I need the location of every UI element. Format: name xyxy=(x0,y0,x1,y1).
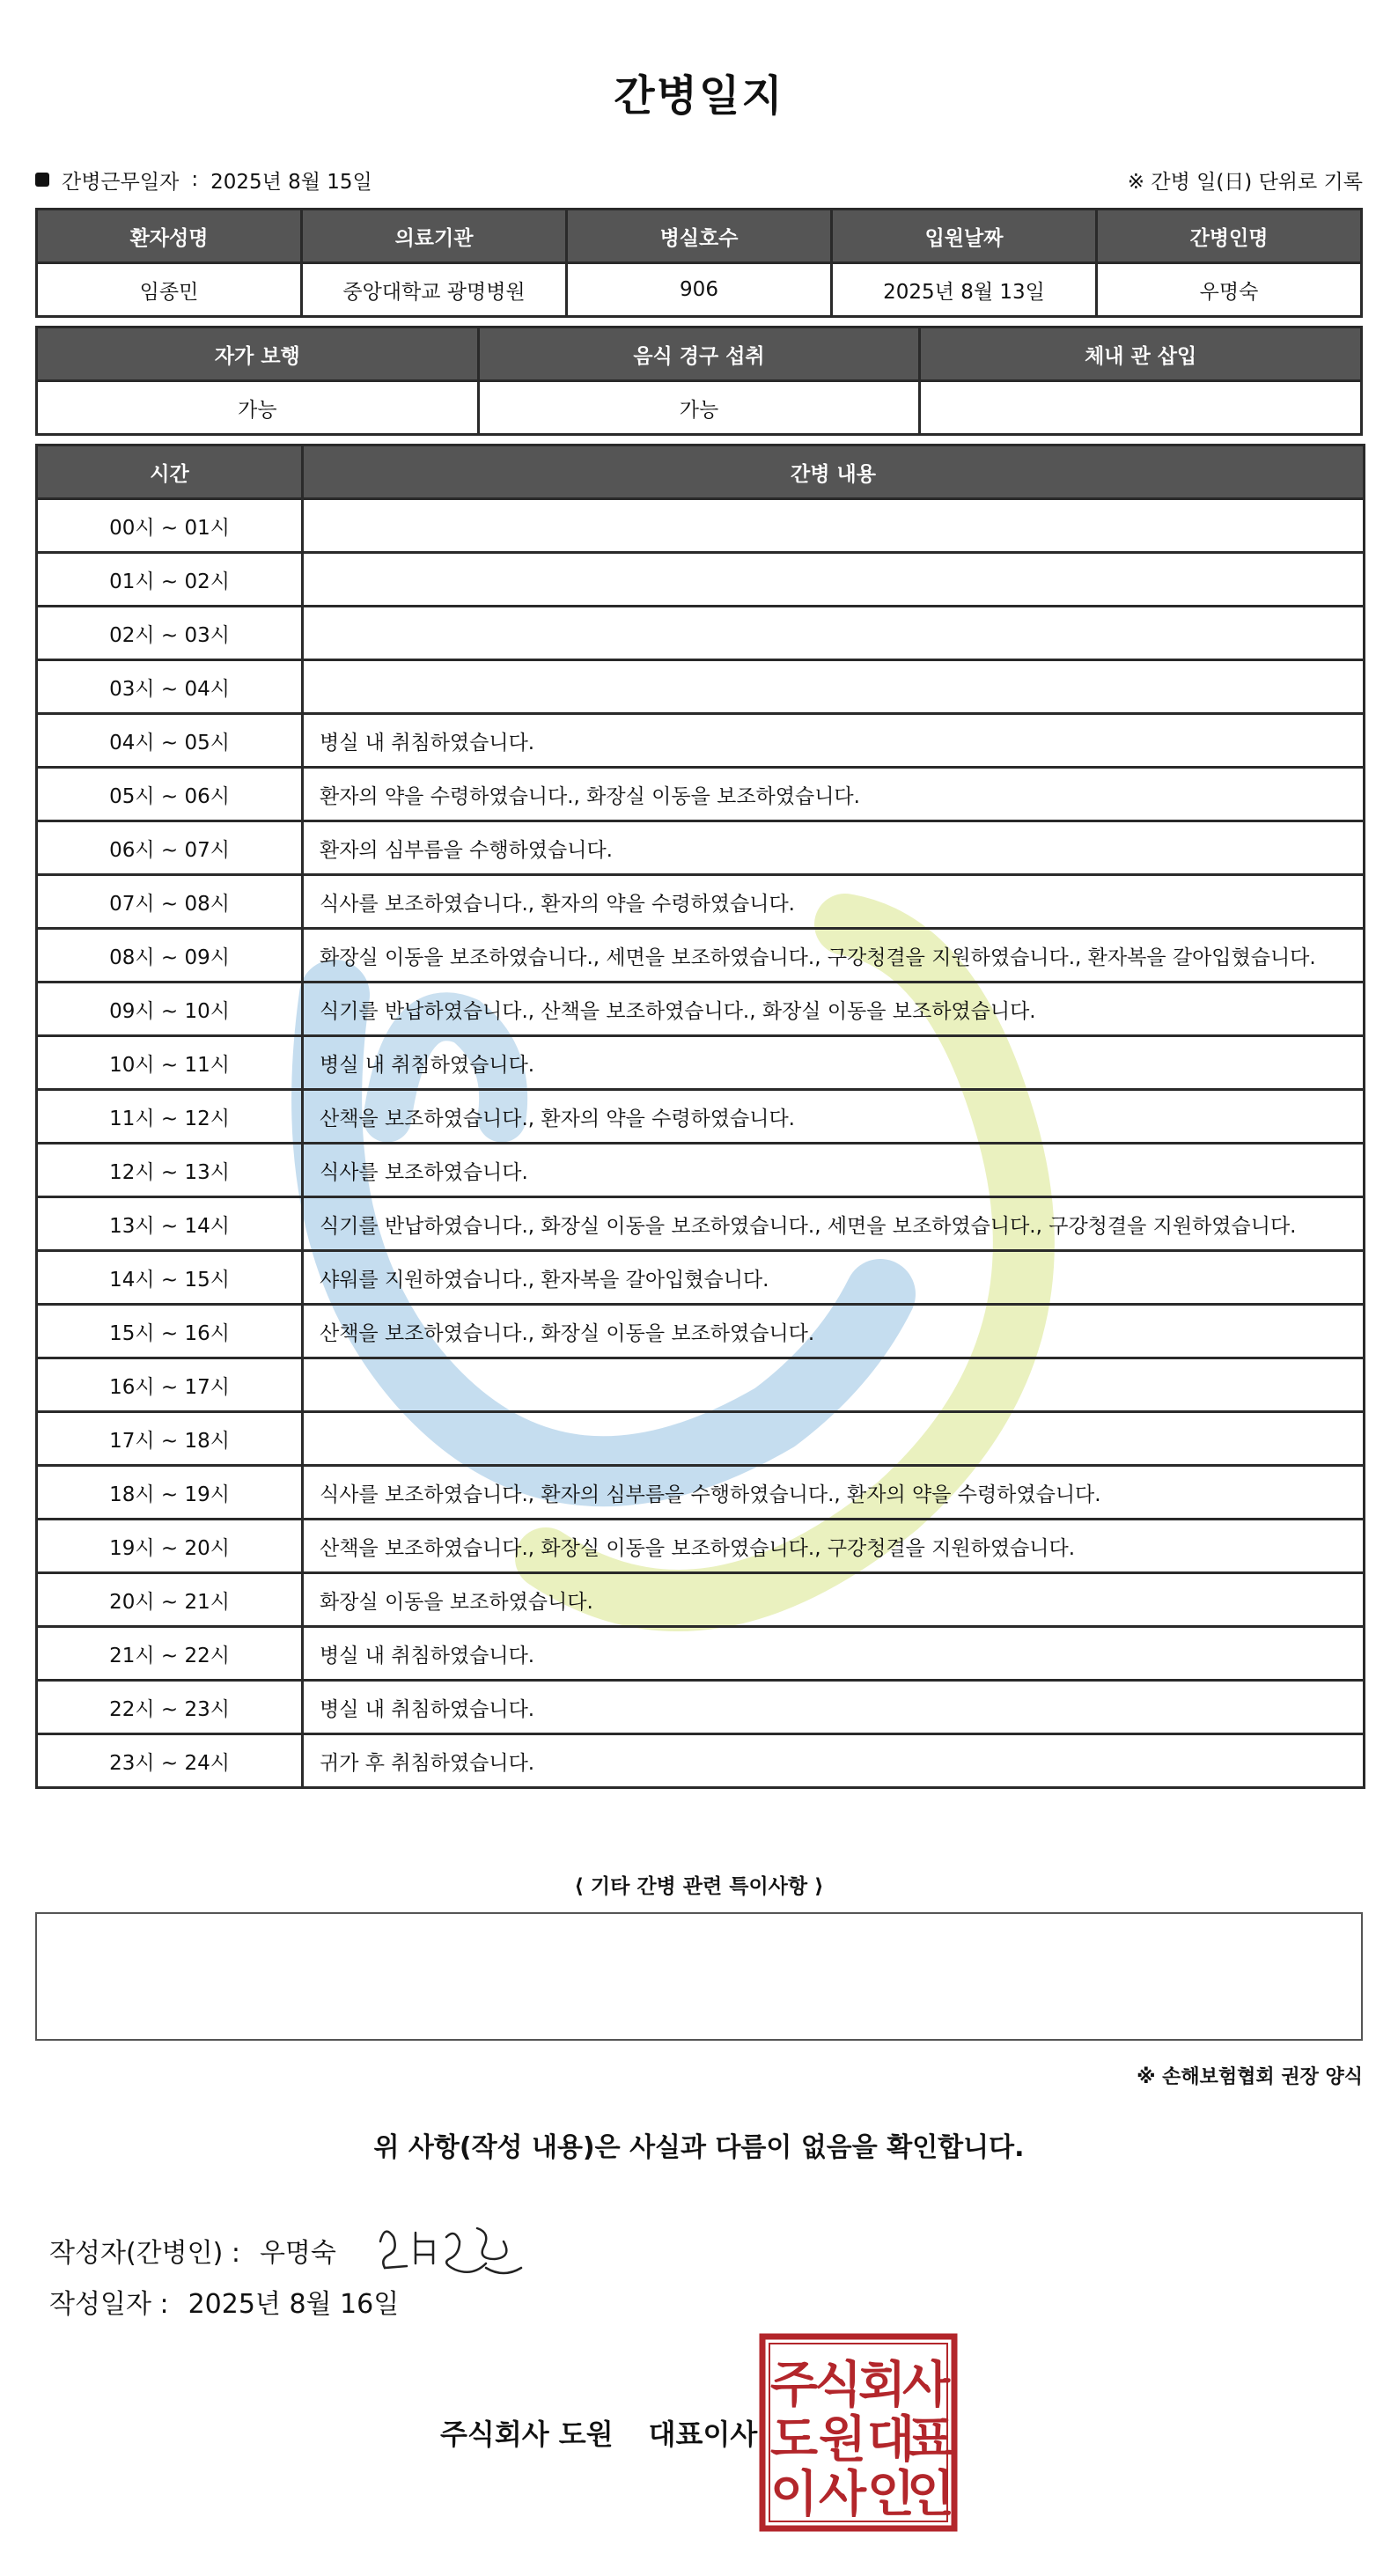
log-time-cell: 00시 ~ 01시 xyxy=(37,499,303,553)
log-content-cell: 병실 내 취침하였습니다. xyxy=(303,714,1365,768)
svg-text:도: 도 xyxy=(769,2411,819,2469)
log-content-cell: 환자의 약을 수령하였습니다., 화장실 이동을 보조하였습니다. xyxy=(303,768,1365,821)
log-content-cell xyxy=(303,607,1365,660)
written-date-value: 2025년 8월 16일 xyxy=(188,2289,400,2320)
svg-text:주: 주 xyxy=(769,2357,819,2414)
table-row xyxy=(37,1358,1365,1412)
table-row xyxy=(37,714,1365,768)
caregiver-name: 우명숙 xyxy=(1097,263,1362,317)
log-time-cell: 18시 ~ 19시 xyxy=(37,1466,303,1520)
table-row xyxy=(37,1305,1365,1358)
log-time-cell: 07시 ~ 08시 xyxy=(37,875,303,929)
log-content-cell: 병실 내 취침하였습니다. xyxy=(303,1681,1365,1734)
oral-intake-value: 가능 xyxy=(478,381,920,435)
log-time-cell: 08시 ~ 09시 xyxy=(37,929,303,983)
log-time-cell: 20시 ~ 21시 xyxy=(37,1573,303,1627)
work-date-label: 간병근무일자 xyxy=(62,170,180,194)
writer-label: 작성자(간병인) : xyxy=(49,2238,240,2269)
status-header-row xyxy=(37,328,1362,381)
patient-info-table xyxy=(35,208,1363,318)
svg-text:식: 식 xyxy=(813,2357,863,2414)
company-title: 대표이사 xyxy=(648,2418,758,2451)
table-row xyxy=(37,1520,1365,1573)
document-meta xyxy=(35,164,1363,195)
unit-note: ※ 간병 일(日) 단위로 기록 xyxy=(1127,170,1363,194)
admission-date: 2025년 8월 13일 xyxy=(832,263,1097,317)
company-seal-stamp xyxy=(759,2333,958,2532)
log-body xyxy=(37,499,1365,1788)
header-room: 병실호수 xyxy=(567,210,832,263)
status-value-row xyxy=(37,381,1362,435)
log-content-cell: 산책을 보조하였습니다., 화장실 이동을 보조하였습니다., 구강청결을 지원하였습니다. xyxy=(303,1520,1365,1573)
log-content-cell: 병실 내 취침하였습니다. xyxy=(303,1627,1365,1681)
written-date-label: 작성일자 : xyxy=(49,2289,169,2320)
log-content-cell: 식사를 보조하였습니다. xyxy=(303,1144,1365,1197)
svg-text:회: 회 xyxy=(857,2357,907,2414)
form-note: ※ 손해보험협회 권장 양식 xyxy=(1137,2066,1363,2088)
log-time-cell: 12시 ~ 13시 xyxy=(37,1144,303,1197)
log-content-cell: 병실 내 취침하였습니다. xyxy=(303,1036,1365,1090)
table-row xyxy=(37,768,1365,821)
notes-title: ⟨ 기타 간병 관련 특이사항 ⟩ xyxy=(574,1875,824,1898)
care-log-table xyxy=(35,444,1365,1789)
table-row xyxy=(37,1734,1365,1788)
log-time-cell: 16시 ~ 17시 xyxy=(37,1358,303,1412)
svg-text:원: 원 xyxy=(818,2411,867,2469)
log-content-cell: 식사를 보조하였습니다., 환자의 심부름을 수행하였습니다., 환자의 약을 수령하였습니다. xyxy=(303,1466,1365,1520)
log-content-cell xyxy=(303,1412,1365,1466)
log-time-cell: 01시 ~ 02시 xyxy=(37,553,303,607)
log-time-cell: 10시 ~ 11시 xyxy=(37,1036,303,1090)
table-row xyxy=(37,1090,1365,1144)
work-date-value: 2025년 8월 15일 xyxy=(210,170,372,194)
log-time-cell: 02시 ~ 03시 xyxy=(37,607,303,660)
log-content-cell: 식기를 반납하였습니다., 화장실 이동을 보조하였습니다., 세면을 보조하였습니다., 구강청결을 지원하였습니다. xyxy=(303,1197,1365,1251)
log-time-cell: 15시 ~ 16시 xyxy=(37,1305,303,1358)
log-content-cell: 식사를 보조하였습니다., 환자의 약을 수령하였습니다. xyxy=(303,875,1365,929)
patient-header-row xyxy=(37,210,1362,263)
patient-name: 임종민 xyxy=(37,263,302,317)
log-time-cell: 11시 ~ 12시 xyxy=(37,1090,303,1144)
log-content-cell xyxy=(303,1358,1365,1412)
company-signature xyxy=(440,2412,757,2453)
log-content-cell: 샤워를 지원하였습니다., 환자복을 갈아입혔습니다. xyxy=(303,1251,1365,1305)
table-row xyxy=(37,1466,1365,1520)
table-row xyxy=(37,1197,1365,1251)
log-time-cell: 23시 ~ 24시 xyxy=(37,1734,303,1788)
writer-name: 우명숙 xyxy=(259,2238,336,2269)
table-row xyxy=(37,875,1365,929)
written-date-line xyxy=(49,2282,399,2321)
patient-status-table xyxy=(35,326,1363,436)
table-row xyxy=(37,553,1365,607)
table-row xyxy=(37,607,1365,660)
page-title: 간병일지 xyxy=(614,71,784,121)
header-admission-date: 입원날짜 xyxy=(832,210,1097,263)
header-walking: 자가 보행 xyxy=(37,328,479,381)
header-caregiver: 간병인명 xyxy=(1097,210,1362,263)
log-time-cell: 05시 ~ 06시 xyxy=(37,768,303,821)
square-bullet-icon xyxy=(35,173,49,187)
room-number: 906 xyxy=(567,263,832,317)
confirmation-statement: 위 사항(작성 내용)은 사실과 다름이 없음을 확인합니다. xyxy=(373,2132,1025,2163)
svg-text:표: 표 xyxy=(906,2411,955,2469)
svg-text:인: 인 xyxy=(866,2466,916,2523)
log-time-cell: 19시 ~ 20시 xyxy=(37,1520,303,1573)
table-row xyxy=(37,499,1365,553)
log-content-cell xyxy=(303,553,1365,607)
work-date-separator: : xyxy=(191,168,199,191)
log-content-cell: 화장실 이동을 보조하였습니다. xyxy=(303,1573,1365,1627)
handwritten-signature xyxy=(372,2215,530,2285)
log-time-cell: 14시 ~ 15시 xyxy=(37,1251,303,1305)
log-time-cell: 09시 ~ 10시 xyxy=(37,983,303,1036)
hospital-name: 중앙대학교 광명병원 xyxy=(302,263,567,317)
table-row xyxy=(37,1144,1365,1197)
log-content-cell: 귀가 후 취침하였습니다. xyxy=(303,1734,1365,1788)
tube-insertion-value xyxy=(920,381,1362,435)
table-row xyxy=(37,929,1365,983)
svg-text:대: 대 xyxy=(866,2411,916,2469)
log-content-cell: 화장실 이동을 보조하였습니다., 세면을 보조하였습니다., 구강청결을 지원하였습니다., 환자복을 갈아입혔습니다. xyxy=(303,929,1365,983)
log-content-cell: 산책을 보조하였습니다., 환자의 약을 수령하였습니다. xyxy=(303,1090,1365,1144)
table-row xyxy=(37,821,1365,875)
log-content-cell xyxy=(303,660,1365,714)
svg-text:인: 인 xyxy=(906,2466,955,2523)
header-oral-intake: 음식 경구 섭취 xyxy=(478,328,920,381)
table-row xyxy=(37,1573,1365,1627)
header-hospital: 의료기관 xyxy=(302,210,567,263)
log-time-cell: 06시 ~ 07시 xyxy=(37,821,303,875)
work-date-group xyxy=(35,166,372,195)
patient-value-row xyxy=(37,263,1362,317)
log-time-cell: 17시 ~ 18시 xyxy=(37,1412,303,1466)
log-time-cell: 21시 ~ 22시 xyxy=(37,1627,303,1681)
header-patient-name: 환자성명 xyxy=(37,210,302,263)
header-tube-insertion: 체내 관 삽입 xyxy=(920,328,1362,381)
table-row xyxy=(37,1036,1365,1090)
log-time-cell: 03시 ~ 04시 xyxy=(37,660,303,714)
log-content-cell: 환자의 심부름을 수행하였습니다. xyxy=(303,821,1365,875)
header-time: 시간 xyxy=(37,445,303,499)
table-row xyxy=(37,1251,1365,1305)
table-row xyxy=(37,1627,1365,1681)
svg-text:사: 사 xyxy=(901,2357,951,2414)
log-content-cell xyxy=(303,499,1365,553)
notes-box xyxy=(35,1912,1363,2041)
log-time-cell: 22시 ~ 23시 xyxy=(37,1681,303,1734)
log-time-cell: 13시 ~ 14시 xyxy=(37,1197,303,1251)
svg-text:이: 이 xyxy=(769,2466,819,2523)
svg-text:사: 사 xyxy=(818,2466,867,2523)
walking-value: 가능 xyxy=(37,381,479,435)
log-header-row xyxy=(37,445,1365,499)
table-row xyxy=(37,1681,1365,1734)
company-name: 주식회사 도원 xyxy=(440,2418,614,2451)
table-row xyxy=(37,1412,1365,1466)
header-care-content: 간병 내용 xyxy=(303,445,1365,499)
table-row xyxy=(37,983,1365,1036)
log-time-cell: 04시 ~ 05시 xyxy=(37,714,303,768)
writer-line xyxy=(49,2215,530,2285)
log-content-cell: 식기를 반납하였습니다., 산책을 보조하였습니다., 화장실 이동을 보조하였습니다. xyxy=(303,983,1365,1036)
log-content-cell: 산책을 보조하였습니다., 화장실 이동을 보조하였습니다. xyxy=(303,1305,1365,1358)
table-row xyxy=(37,660,1365,714)
